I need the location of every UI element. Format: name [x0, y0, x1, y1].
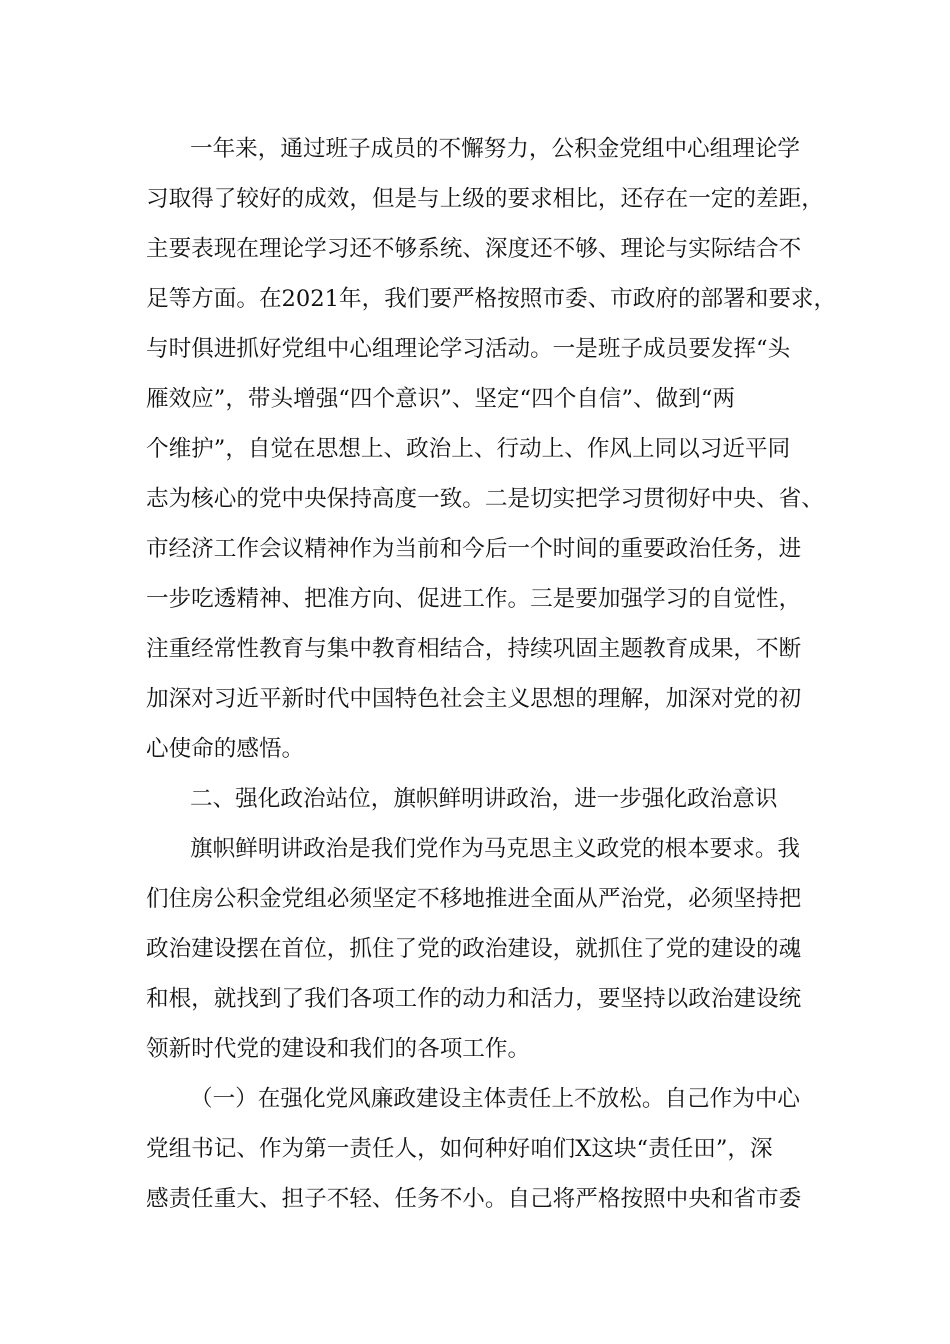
paragraph-1-line-3: 主要表现在理论学习还不够系统、深度还不够、理论与实际结合不 [146, 236, 802, 262]
paragraph-1-line-11: 注重经常性教育与集中教育相结合，持续巩固主题教育成果，不断 [146, 636, 802, 662]
paragraph-1-line-12: 加深对习近平新时代中国特色社会主义思想的理解，加深对党的初 [146, 686, 802, 712]
paragraph-1-line-10: 一步吃透精神、把准方向、促进工作。三是要加强学习的自觉性， [146, 586, 802, 612]
paragraph-3-line-2: 党组书记、作为第一责任人，如何种好咱们X这块“责任田”，深 [146, 1136, 773, 1162]
paragraph-1-line-1: 一年来，通过班子成员的不懈努力，公积金党组中心组理论学 [190, 136, 801, 162]
paragraph-1-line-6: 雁效应”，带头增强“四个意识”、坚定“四个自信”、做到“两 [146, 386, 735, 412]
paragraph-2-line-3: 政治建设摆在首位，抓住了党的政治建设，就抓住了党的建设的魂 [146, 936, 802, 962]
paragraph-3-line-3: 感责任重大、担子不轻、任务不小。自己将严格按照中央和省市委 [146, 1186, 802, 1212]
paragraph-3-line-1: （一）在强化党风廉政建设主体责任上不放松。自己作为中心 [190, 1086, 801, 1112]
paragraph-2-line-1: 旗帜鲜明讲政治是我们党作为马克思主义政党的根本要求。我 [190, 836, 801, 862]
paragraph-1-line-9: 市经济工作会议精神作为当前和今后一个时间的重要政治任务，进 [146, 536, 802, 562]
paragraph-1-line-5: 与时俱进抓好党组中心组理论学习活动。一是班子成员要发挥“头 [146, 336, 791, 362]
paragraph-1-line-8: 志为核心的党中央保持高度一致。二是切实把学习贯彻好中央、省、 [146, 486, 824, 512]
paragraph-1-line-13: 心使命的感悟。 [146, 736, 305, 762]
paragraph-1-line-2: 习取得了较好的成效，但是与上级的要求相比，还存在一定的差距， [146, 186, 824, 212]
paragraph-2-line-5: 领新时代党的建设和我们的各项工作。 [146, 1036, 531, 1062]
paragraph-1-line-7: 个维护”，自觉在思想上、政治上、行动上、作风上同以习近平同 [146, 436, 791, 462]
section-heading: 二、强化政治站位，旗帜鲜明讲政治，进一步强化政治意识 [190, 786, 778, 812]
paragraph-2-line-2: 们住房公积金党组必须坚定不移地推进全面从严治党，必须坚持把 [146, 886, 802, 912]
paragraph-1-line-4: 足等方面。在2021年，我们要严格按照市委、市政府的部署和要求， [146, 286, 837, 312]
paragraph-2-line-4: 和根，就找到了我们各项工作的动力和活力，要坚持以政治建设统 [146, 986, 802, 1012]
